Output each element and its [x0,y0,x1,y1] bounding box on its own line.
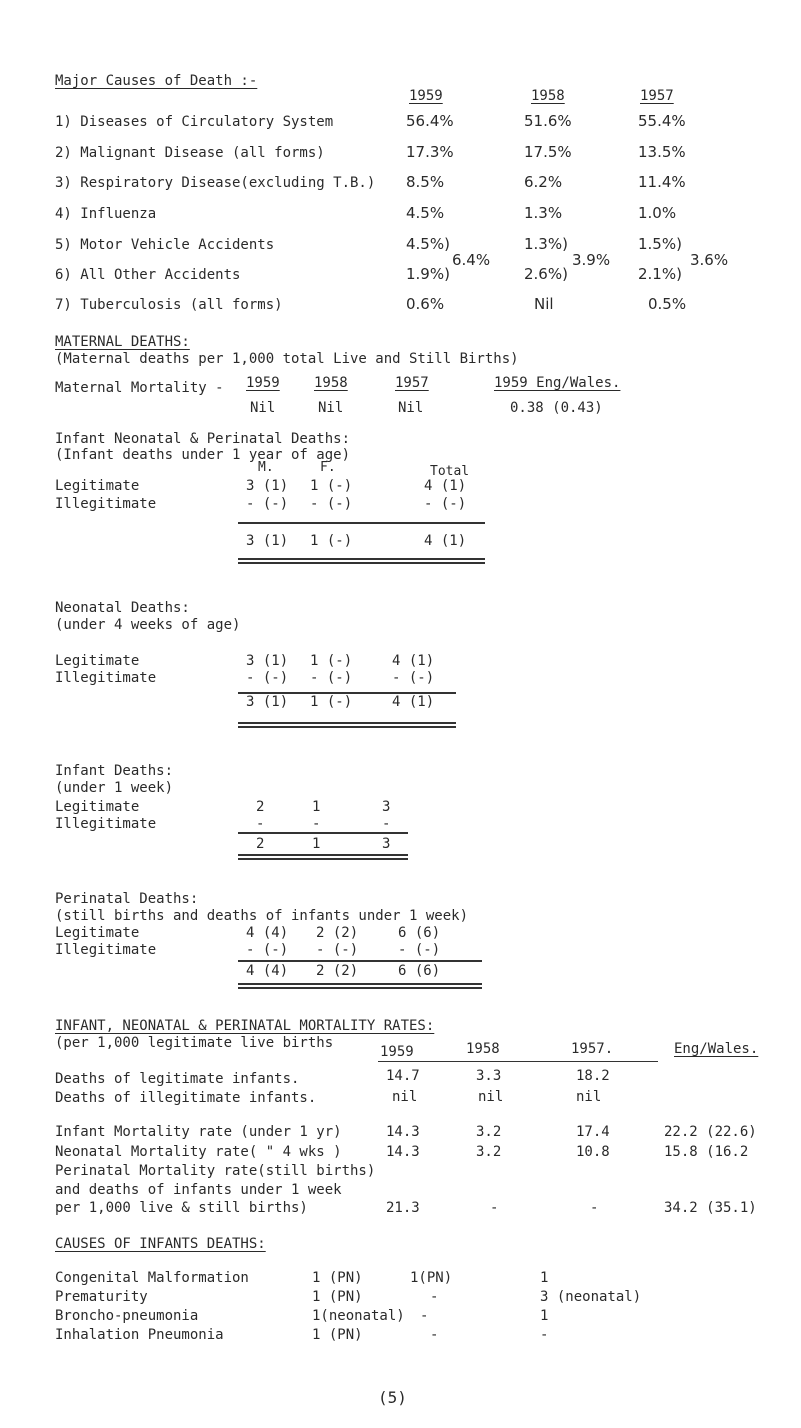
causes-year-1958: 1958 [531,88,565,104]
infant-cause-b: - [420,1308,429,1324]
total-m: 3 (1) [246,694,289,710]
row-label: Illegitimate [55,496,157,512]
row-total: 4 (1) [392,653,435,669]
cause-value: 1.3%) [524,235,568,253]
rate-value: nil [392,1089,418,1105]
double-rule [238,722,456,724]
cause-value: 51.6% [524,112,572,130]
total-m: 3 (1) [246,533,289,549]
row-m: 4 (4) [246,925,289,941]
row-f: - (-) [316,942,359,958]
sum-rule [238,832,408,834]
col-total: Total [430,464,470,479]
rate-label: Deaths of illegitimate infants. [55,1090,317,1106]
row-m: - [256,816,265,832]
perinatal-heading: Perinatal Deaths: [55,891,199,907]
row-f: 1 [312,799,321,815]
cause-value: 2.1%) [638,265,682,283]
infant-cause-label: Congenital Malformation [55,1270,249,1286]
rates-heading: INFANT, NEONATAL & PERINATAL MORTALITY RATES: [55,1018,435,1034]
cause-value: 4.5%) [406,235,450,253]
neonatal-subheading: (under 4 weeks of age) [55,617,241,633]
rates-year: Eng/Wales. [674,1041,759,1057]
row-total: 4 (1) [424,478,467,494]
perinatal-subheading: (still births and deaths of infants under 1 week) [55,908,469,924]
neonatal-heading: Neonatal Deaths: [55,600,190,616]
rate-value: - [590,1200,599,1216]
infant-np-heading: Infant Neonatal & Perinatal Deaths: [55,431,351,447]
row-total: - (-) [392,670,435,686]
row-label: Illegitimate [55,816,157,832]
rate-value: 14.3 [386,1144,420,1160]
infant-cause-label: Broncho-pneumonia [55,1308,199,1324]
rates-year: 1958 [466,1041,500,1057]
cause-value: 2.6%) [524,265,568,283]
cause-value: 1.5%) [638,235,682,253]
rates-year: 1957. [571,1041,614,1057]
row-f: - (-) [310,670,353,686]
maternal-year: 1957 [395,375,429,391]
rate-value: 14.3 [386,1124,420,1140]
total-t: 4 (1) [424,533,467,549]
row-label: Illegitimate [55,942,157,958]
header-rule [378,1061,658,1062]
infant-cause-b: - [430,1327,439,1343]
row-label: Legitimate [55,799,140,815]
double-rule [238,558,485,560]
sum-rule [238,522,485,524]
infant-causes-heading: CAUSES OF INFANTS DEATHS: [55,1236,266,1252]
rate-value: 22.2 (22.6) [664,1124,757,1140]
double-rule [238,726,456,728]
rate-value: 18.2 [576,1068,610,1084]
rate-value: 17.4 [576,1124,610,1140]
row-m: - (-) [246,942,289,958]
maternal-subheading: (Maternal deaths per 1,000 total Live and Still Births) [55,351,519,367]
rate-value: 3.3 [476,1068,502,1084]
infant-cause-a: 1(neonatal) [312,1308,405,1324]
infant-cause-b: 1(PN) [410,1270,453,1286]
maternal-year: 1959 Eng/Wales. [494,375,621,391]
row-total: - (-) [424,496,467,512]
rate-value: 3.2 [476,1144,502,1160]
row-f: - [312,816,321,832]
maternal-value: 0.38 (0.43) [510,400,603,416]
cause-label: 7) Tuberculosis (all forms) [55,297,283,313]
rate-value: 15.8 (16.2 [664,1144,749,1160]
infant-cause-label: Prematurity [55,1289,148,1305]
maternal-heading: MATERNAL DEATHS: [55,334,190,350]
infant-np-subheading: (Infant deaths under 1 year of age) [55,447,351,463]
cause-label: 6) All Other Accidents [55,267,241,283]
row-m: 2 [256,799,265,815]
cause-label: 4) Influenza [55,206,157,222]
row-m: - (-) [246,496,289,512]
row-f: 1 (-) [310,653,353,669]
col-m: M. [258,460,274,475]
rate-label: Deaths of legitimate infants. [55,1071,300,1087]
row-m: - (-) [246,670,289,686]
rates-year: 1959 [380,1044,414,1060]
infant-cause-c: 1 [540,1308,549,1324]
causes-heading: Major Causes of Death :- [55,73,258,89]
total-t: 4 (1) [392,694,435,710]
combined-accidents-1958: 3.9% [572,251,611,269]
infant-cause-b: - [430,1289,439,1305]
cause-value: 0.5% [648,295,687,313]
double-rule [238,858,408,860]
total-m: 4 (4) [246,963,289,979]
rate-value: 14.7 [386,1068,420,1084]
cause-value: 0.6% [406,295,445,313]
row-total: - (-) [398,942,441,958]
total-f: 1 (-) [310,533,353,549]
row-label: Legitimate [55,653,140,669]
cause-value: 55.4% [638,112,686,130]
infant-week-heading: Infant Deaths: [55,763,174,779]
row-total: 3 [382,799,391,815]
rate-label: Perinatal Mortality rate(still births) [55,1163,376,1179]
infant-cause-c: 1 [540,1270,549,1286]
cause-value: 17.5% [524,143,572,161]
cause-value: 1.3% [524,204,563,222]
total-f: 2 (2) [316,963,359,979]
cause-value: Nil [534,295,554,313]
total-t: 3 [382,836,391,852]
maternal-value: Nil [318,400,344,416]
rate-value: nil [576,1089,602,1105]
rate-label: per 1,000 live & still births) [55,1200,308,1216]
cause-label: 2) Malignant Disease (all forms) [55,145,325,161]
double-rule [238,983,482,985]
page-number: (5) [378,1388,407,1407]
row-total: 6 (6) [398,925,441,941]
double-rule [238,987,482,989]
maternal-year: 1958 [314,375,348,391]
combined-accidents-1959: 6.4% [452,251,491,269]
cause-value: 8.5% [406,173,445,191]
infant-cause-c: 3 (neonatal) [540,1289,642,1305]
total-f: 1 (-) [310,694,353,710]
cause-value: 13.5% [638,143,686,161]
infant-cause-c: - [540,1327,549,1343]
causes-year-1957: 1957 [640,88,674,104]
rate-value: 3.2 [476,1124,502,1140]
cause-label: 5) Motor Vehicle Accidents [55,237,275,253]
row-f: 2 (2) [316,925,359,941]
cause-value: 4.5% [406,204,445,222]
row-m: 3 (1) [246,478,289,494]
row-label: Illegitimate [55,670,157,686]
rate-value: 34.2 (35.1) [664,1200,757,1216]
rate-value: 21.3 [386,1200,420,1216]
rate-value: 10.8 [576,1144,610,1160]
rate-label: and deaths of infants under 1 week [55,1182,342,1198]
cause-value: 1.9%) [406,265,450,283]
cause-value: 6.2% [524,173,563,191]
cause-value: 17.3% [406,143,454,161]
cause-label: 3) Respiratory Disease(excluding T.B.) [55,175,376,191]
row-m: 3 (1) [246,653,289,669]
row-f: 1 (-) [310,478,353,494]
col-f: F. [320,460,336,475]
row-label: Legitimate [55,925,140,941]
infant-week-subheading: (under 1 week) [55,780,174,796]
maternal-year: 1959 [246,375,280,391]
double-rule [238,854,408,856]
total-f: 1 [312,836,321,852]
rate-value: nil [478,1089,504,1105]
row-total: - [382,816,391,832]
infant-cause-label: Inhalation Pneumonia [55,1327,224,1343]
double-rule [238,562,485,564]
cause-value: 1.0% [638,204,677,222]
rate-value: - [490,1200,499,1216]
maternal-value: Nil [398,400,424,416]
row-f: - (-) [310,496,353,512]
sum-rule [238,960,482,962]
cause-value: 11.4% [638,173,686,191]
causes-year-1959: 1959 [409,88,443,104]
rate-label: Neonatal Mortality rate( " 4 wks ) [55,1144,342,1160]
total-m: 2 [256,836,265,852]
combined-accidents-1957: 3.6% [690,251,729,269]
cause-label: 1) Diseases of Circulatory System [55,114,334,130]
maternal-label: Maternal Mortality - [55,380,224,396]
rate-label: Infant Mortality rate (under 1 yr) [55,1124,342,1140]
row-label: Legitimate [55,478,140,494]
rates-subheading: (per 1,000 legitimate live births [55,1035,334,1051]
total-t: 6 (6) [398,963,441,979]
infant-cause-a: 1 (PN) [312,1327,363,1343]
cause-value: 56.4% [406,112,454,130]
infant-cause-a: 1 (PN) [312,1289,363,1305]
maternal-value: Nil [250,400,276,416]
infant-cause-a: 1 (PN) [312,1270,363,1286]
